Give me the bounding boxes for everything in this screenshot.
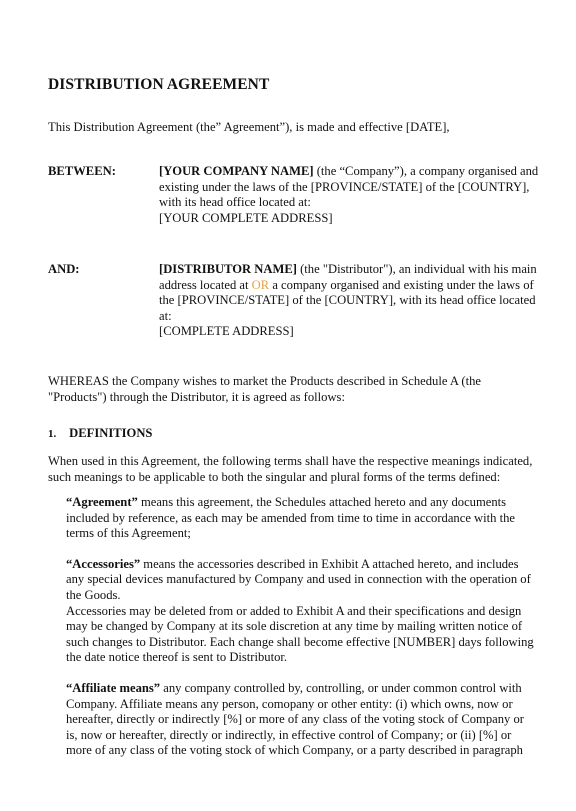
between-party-block: [159, 164, 539, 226]
definition-term: “Agreement”: [66, 495, 138, 509]
and-party-text-1: (the "Distributor"), an individual with his main address located at: [159, 262, 537, 292]
section-heading: [48, 426, 152, 441]
definition-item: [66, 495, 536, 542]
intro-paragraph: This Distribution Agreement (the” Agreement”), is made and effective [DATE],: [48, 120, 450, 134]
between-party-text: (the “Company”), a company organised and existing under the laws of the [PROVINCE/STATE] of the [COUNTRY], with its head office located at:: [159, 164, 539, 210]
and-party-paragraph: [159, 262, 539, 324]
definition-extra-text: Accessories may be deleted from or added to Exhibit A and their specifications and design may be changed by Company at its sole discretion at any time by mailing written notice of such changes to Distributor. Each change shall become effective [NUMBER] days following the date notice thereof is sent to Distributor.: [66, 603, 534, 665]
between-label: BETWEEN:: [48, 164, 116, 178]
or-highlight: OR: [251, 277, 270, 292]
between-party-paragraph: [159, 164, 539, 211]
company-address-placeholder: [YOUR COMPLETE ADDRESS]: [159, 210, 333, 225]
definitions-list: [66, 495, 536, 774]
and-label: AND:: [48, 262, 80, 276]
section-number: 1.: [48, 428, 57, 440]
company-name-placeholder: [YOUR COMPANY NAME]: [159, 164, 314, 178]
distributor-address-placeholder: [COMPLETE ADDRESS]: [159, 324, 294, 339]
distributor-name-placeholder: [DISTRIBUTOR NAME]: [159, 262, 297, 276]
section-title: DEFINITIONS: [69, 426, 153, 440]
document-title: DISTRIBUTION AGREEMENT: [48, 76, 270, 93]
definition-text: any company controlled by, controlling, or under common control with Company. Affiliate means any person, comopany or other entity: (i) which owns, now or hereafter, directly or indirectly [%] or more of any class of the voting stock of Company or is, now or hereafter, directly or indirectly, in effective control of Company; or (ii) [%] or more of any class of the voting stock of which Company, or a party described in paragraph: [66, 680, 524, 758]
and-party-text-2: a company organised and existing under the laws of the [PROVINCE/STATE] of the [COUNTRY], with its head office located at:: [159, 277, 536, 323]
definition-term: “Accessories”: [66, 556, 141, 571]
definitions-intro: When used in this Agreement, the following terms shall have the respective meanings indicated, such meanings to be applicable to both the singular and plural forms of the terms defined:: [48, 454, 533, 484]
definition-item: [66, 557, 536, 666]
whereas-paragraph: WHEREAS the Company wishes to market the Products described in Schedule A (the "Products") through the Distributor, it is agreed as follows:: [48, 374, 482, 404]
and-party-block: [159, 262, 539, 340]
definition-text: means the accessories described in Exhibit A attached hereto, and includes any special devices manufactured by Company and used in connection with the operation of the Goods.: [66, 556, 531, 602]
definition-item: [66, 681, 536, 759]
definition-text: means this agreement, the Schedules attached hereto and any documents included by reference, as each may be amended from time to time in accordance with the terms of this Agreement;: [66, 495, 515, 541]
definition-term: “Affiliate means”: [66, 680, 161, 695]
definition-main: [66, 557, 536, 604]
